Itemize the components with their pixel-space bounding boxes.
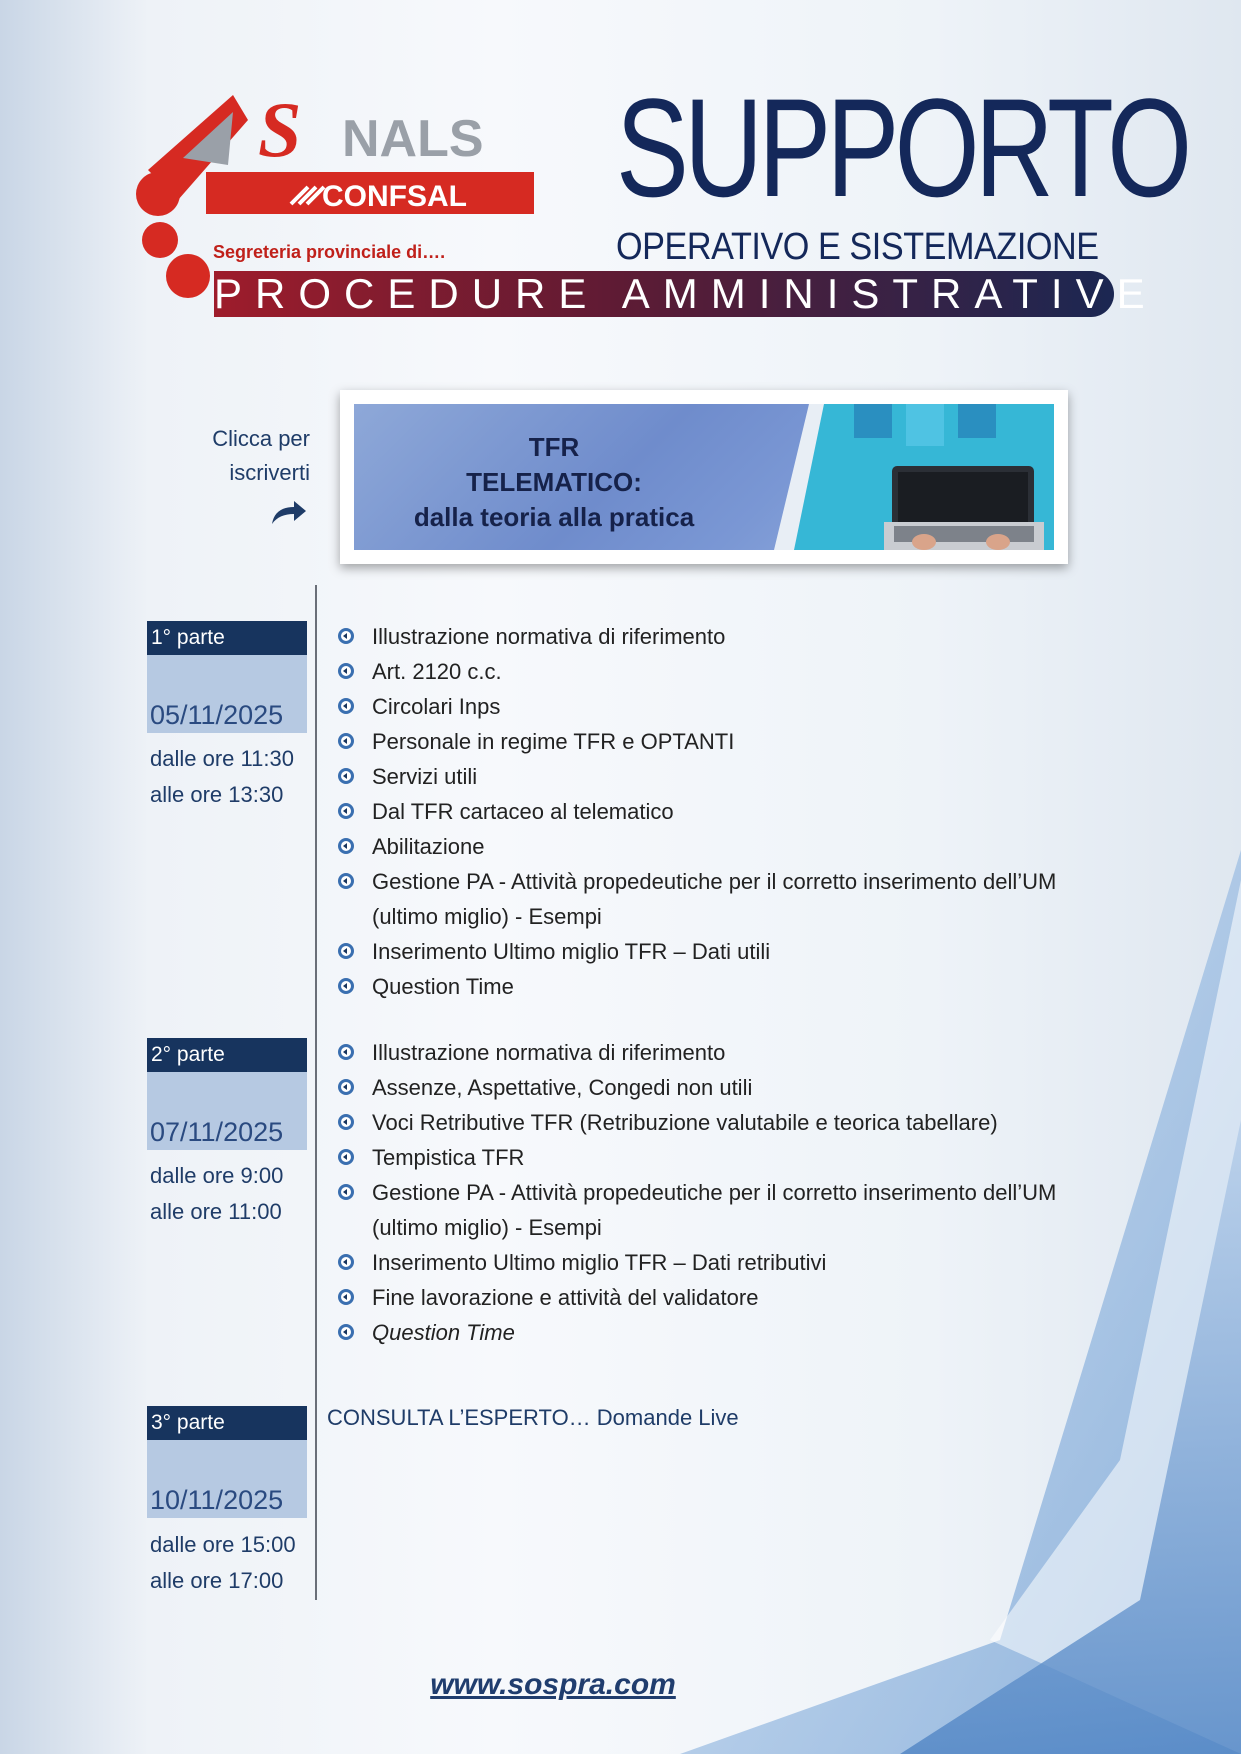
list-item: Abilitazione [334,829,1134,864]
list-item: Question Time [334,1315,1134,1350]
part-1-time-to: alle ore 13:30 [150,782,284,807]
bullet-icon [337,977,355,995]
list-item: Illustrazione normativa di riferimento [334,619,1134,654]
bullet-icon [337,767,355,785]
bullet-icon [337,1183,355,1201]
list-item: Assenze, Aspettative, Congedi non utili [334,1070,1134,1105]
list-item: Dal TFR cartaceo al telematico [334,794,1134,829]
list-item: Tempistica TFR [334,1140,1134,1175]
part-1-label: 1° parte [147,621,307,655]
part-1-topic-list [334,619,1134,1004]
logo-caption: Segreteria provinciale di…. [213,242,446,262]
list-item: Fine lavorazione e attività del validatore [334,1280,1134,1315]
part-1-date-box [147,655,307,733]
course-title-line1: TFR [528,432,580,462]
list-item: Circolari Inps [334,689,1134,724]
bullet-icon [337,662,355,680]
list-item-continuation: (ultimo miglio) - Esempi [372,1215,602,1240]
bullet-icon [337,1253,355,1271]
part-1-time-from: dalle ore 11:30 [150,746,294,771]
part-3-description: CONSULTA L’ESPERTO… Domande Live [327,1405,739,1430]
part-3-time [150,1527,296,1599]
list-item: Question Time [334,969,1134,1004]
part-3-label: 3° parte [147,1406,307,1440]
bullet-icon [337,837,355,855]
page-subtitle: OPERATIVO E SISTEMAZIONE [616,226,1099,268]
curved-arrow-icon [268,498,308,526]
subscribe-text-line1: Clicca per [212,426,310,451]
course-title [374,430,734,535]
part-2-time [150,1158,283,1230]
list-item: Voci Retributive TFR (Retribuzione valutabile e teorica tabellare) [334,1105,1134,1140]
list-item: Art. 2120 c.c. [334,654,1134,689]
part-3-date-box [147,1440,307,1518]
part-2-time-to: alle ore 11:00 [150,1199,282,1224]
list-item: Gestione PA - Attività propedeutiche per il corretto inserimento dell’UM [334,1175,1134,1210]
part-2-label: 2° parte [147,1038,307,1072]
bullet-icon [337,732,355,750]
bullet-icon [337,1148,355,1166]
part-3-time-to: alle ore 17:00 [150,1568,284,1593]
list-item: Servizi utili [334,759,1134,794]
list-item: Inserimento Ultimo miglio TFR – Dati retributivi [334,1245,1134,1280]
list-item-continuation: (ultimo miglio) - Esempi [372,904,602,929]
part-2-date: 07/11/2025 [150,1117,284,1147]
bullet-icon [337,1043,355,1061]
procedure-banner: PROCEDURE AMMINISTRATIVE [214,270,1158,317]
bullet-icon [337,1323,355,1341]
course-banner-image [354,404,1054,550]
bullet-icon [337,1078,355,1096]
timeline-divider [315,585,317,1600]
website-link[interactable]: www.sospra.com [430,1668,676,1701]
bullet-icon [337,627,355,645]
bullet-icon [337,802,355,820]
part-3-date: 10/11/2025 [150,1485,284,1515]
list-item: Inserimento Ultimo miglio TFR – Dati utili [334,934,1134,969]
bullet-icon [337,1288,355,1306]
part-2-time-from: dalle ore 9:00 [150,1163,284,1188]
svg-text:CONFSAL: CONFSAL [322,180,467,213]
course-title-line2: TELEMATICO: [466,467,642,497]
part-2-date-box [147,1072,307,1150]
svg-text:S: S [258,90,302,173]
bullet-icon [337,697,355,715]
bullet-icon [337,1113,355,1131]
svg-text:NALS: NALS [342,110,484,168]
list-item: Illustrazione normativa di riferimento [334,1035,1134,1070]
bullet-icon [337,942,355,960]
part-1-date: 05/11/2025 [150,700,284,730]
bullet-icon [337,872,355,890]
list-item: Personale in regime TFR e OPTANTI [334,724,1134,759]
part-1-time [150,741,294,813]
course-title-line3: dalla teoria alla pratica [413,502,695,532]
part-3-time-from: dalle ore 15:00 [150,1532,296,1557]
subscribe-callout[interactable] [170,422,310,490]
list-item: Gestione PA - Attività propedeutiche per il corretto inserimento dell’UM [334,864,1134,899]
part-2-topic-list [334,1035,1134,1350]
subscribe-text-line2: iscriverti [229,460,310,485]
page-title: SUPPORTO [616,69,1188,226]
course-registration-banner[interactable] [340,390,1068,564]
